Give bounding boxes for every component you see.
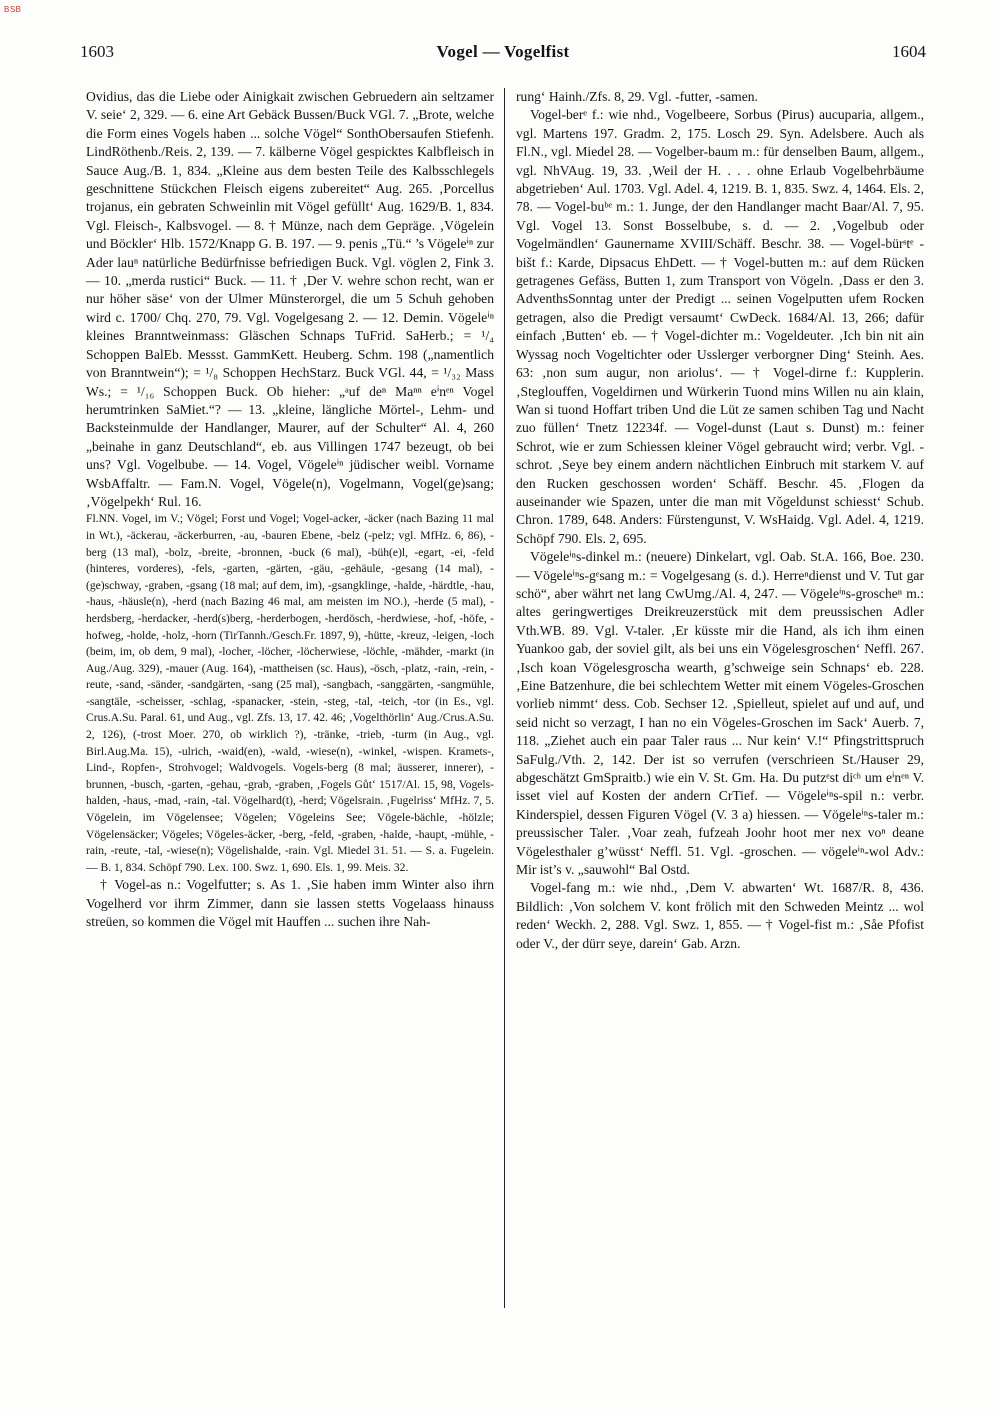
page-header <box>80 42 926 68</box>
left-column <box>86 88 494 1308</box>
page-number-left: 1603 <box>80 42 114 61</box>
library-stamp: BSB <box>4 5 22 14</box>
entry-voegeleins-dinkel: Vögeleⁱⁿs-dinkel m.: (neuere) Dinkelart, vgl. Oab. St.A. 166, Boe. 230. — Vögeleⁱⁿs-gᵉsang m.: = Vogelgesang (s. d.). Herreⁿdienst und V. Tut gar schö“, aber währt net lang CwUmg./Al. 4, 247. — Vögeleⁱⁿs-groscheⁿ m.: altes geringwertiges Dreikreuzerstück mit dem preussischen Adler Vth.WB. 89. Vgl. V-taler. ‚Er küsste mir die Hand, als ich ihm einen Yuankoo gab, der soviel gilt, als bei uns ein Vögelesgroschen‘ Neffl. 267. ‚Isch koan Vögelesgroscha wearth, g’schweige sein Schnaps‘ eb. 228. ‚Eine Batzenhure, die bei schlechtem Wetter mit einem Vögeles-Groschen vorlieb nimmt‘ dess. Cob. Sechser 12. ‚Spielleut, spielet auf und auf, und seid nicht so verzagt, I han no ein Vögeles-Groschen im Sack‘ Auerb. 7, 118. „Ziehet auch ein paar Taler raus ... Nur kein‘ V.!“ Pfingstrittspruch SaFulg./Vth. 2, 142. Der ist so verrufen (verschrieen St./Hauser 29, abgeschätzt GmSpraitb.) wie ein V. St. Gm. Ha. Du putzᵉst diᶜʰ um eⁱnᵉⁿ V. isset viel auf Kosten der andern CrTief. — Vögeleⁱⁿs-spil n.: verbr. Kinderspiel, dessen Figuren Vögel (V. 3 a) hiessen. — Vögeleⁱⁿs-taler m.: preussischer Taler. ‚Voar zeah, fufzeah Joohr hoot mer nex voⁿ deane Vögelesthaler g’wüsst‘ Neffl. 51. Vgl. -groschen. — vögeleⁱⁿ-wol Adv.: Mir ist’s v. „sauwohl“ Bal Ostd. <box>516 549 924 878</box>
entry-vogel-fang: Vogel-fang m.: wie nhd., ‚Dem V. abwarten‘ Wt. 1687/R. 8, 436. Bildlich: ‚Von solchem V. kont frölich mit den Schweden Meintz ... wol reden‘ Weckh. 2, 288. Vgl. Swz. 1, 855. — † Vogel-fist m.: ‚Såe Pfofist oder V., der dürr seye, darein‘ Gab. Arzn. <box>516 880 924 951</box>
dictionary-columns <box>86 88 926 1308</box>
entry-vogel-as: † Vogel-as n.: Vogelfutter; s. As 1. ‚Sie haben imm Winter also ihrn Vogelherd vor ihrm Zimmer, dann sie lassen stetts Vogelaass hinauss streüen, so kommen die Vögel mit Hauffen ... suchen ihre Nah- <box>86 877 494 930</box>
entry-vogel-place-names: Fl.NN. Vogel, im V.; Vögel; Forst und Vogel; Vogel-acker, -äcker (nach Bazing 11 mal in Wt.), -äckerau, -äckerburren, -au, -bauren Ebene, -belz (-pelz; vgl. MfHz. 6, 86), -berg (13 mal), -bolz, -breite, -bronnen, -buck (6 mal), -büh(e)l, -egart, -ei, -feld (hinteres, vorderes), -fels, -garten, -gärten, -gäu, -gehäule, -gesang (14 mal), -(ge)schway, -graben, -gsang (18 mal; auf dem, im), -gsangklinge, -halde, -härdtle, -hau, -haus, -häusle(n), -herd (nach Bazing 46 mal, am meisten im NO.), -herde (5 mal), -herdsberg, -herdacker, -herd(s)berg, -herderbogen, -herdösch, -herdwiese, -hof, -höfe, -hofweg, -holde, -holz, -horn (TirTannh./Gesch.Fr. 1897, 9), -hütte, -kreuz, -leigen, -loch (beim, im, ob dem, 9 mal), -locher, -löcher, -löcherwiese, -löchle, -mähder, -markt (in Aug./Aug. 329), -mauer (Aug. 164), -mattheisen (sc. Haus), -ösch, -platz, -rain, -rein, -reute, -sand, -sänder, -sandgärten, -sang (25 mal), -sangbach, -sanggärten, -sangmühle, -sangtäle, -scheisser, -schlag, -spanacker, -stein, -steg, -tal, -teich, -tor (in Es., vgl. Crus.A.Su. Paral. 61, und Aug., vgl. Zfs. 13, 17. 42. 46; ‚Vogelthörlin‘ Aug./Crus.A.Su. 2, 126), (-trost Moer. 270, ob wirklich ?), -tränke, -trieb, -turm (in Aug., vgl. Birl.Aug.Ma. 15), -ulrich, -waid(en), -wald, -wiese(n), -winkel, -wispen. Kramets-, Lind-, Ropfen-, Strohvogel; Waldvogels. Vogels-berg (8 mal; äusserer, innerer), -brunnen, -busch, -garten, -gehau, -grab, -graben, ‚Fogels Gůt‘ 1517/Al. 15, 98, Vogels-halden, -haus, -mad, -rain, -tal. Vögelhard(t), -herd; Vögelsrain. ‚Fugelriss‘ MfHz. 7, 5. Vögelein, im Vögelensee; Vögelen; Vögeleins See; Vögele-bächle, -hölzle; Vögelensäcker; Vögeles; Vögeles-äcker, -berg, -feld, -graben, -halde, -haupt, -mühle, -rain, -reute, -tal, -wiese(n); Vögelishalde, -rain. Vgl. Miedel 31. 51. — S. a. Fugelein. — B. 1, 834. Schöpf 790. Lex. 100. Swz. 1, 690. Els. 1, 99. Meis. 32. <box>86 512 494 874</box>
page-number-right: 1604 <box>892 42 926 61</box>
entry-vogel-bere: Vogel-berᵉ f.: wie nhd., Vogelbeere, Sorbus (Pirus) aucuparia, allgem., vgl. Martens 197. Gradm. 2, 175. Losch 29. Syn. Adelsbere. Auch als Fl.N., vgl. Miedel 28. — Vogelber-baum m.: für denselben Baum, allgem., vgl. NhVAug. 19, 33. ‚Weil der H. . . . ohne Erlaub Vogelbehrbäume abgetrieben‘ Aul. 1703. Vgl. Adel. 4, 1219. B. 1, 835. Swz. 4, 1464. Els. 2, 78. — Vogel-buᵇᵉ m.: 1. Junge, der den Handlanger macht Baar/Al. 7, 95. Vgl. Vogel 13. Sonst Bosselbube, s. d. — 2. ‚Vogelbub oder Vogelmändlen‘ Gaunername XVIII/Schäff. Beschr. 38. — Vogel-bürˢtᵉ -bišt f.: Karde, Dipsacus EhDett. — † Vogel-butten m.: auf dem Rücken getragenes Gefäss, Butten 1, zum Transport von Vögeln. ‚Dass er den 3. AdventhsSonntag unter der Predigt ... seinen Vogelputten ufem Rocken getragen, also die Predigt versaumt‘ CwDeck. 1684/Al. 13, 266; dafür einfach ‚Butten‘ eb. — † Vogel-dichter m.: Vogeldeuter. ‚Ich bin nit ain Wyssag noch Vogeltichter oder Usslerger verborgner Ding‘ Steinh. Aes. 63: ‚non sum augur, non ariolus‘. — † Vogel-dirne f.: Kupplerin. ‚Steglouffen, Vogeldirnen und Würkerin Tuond mins Willen nu ain klain, Wan si tuond Hoffart triben Und die Lüt ze samen schiben Tag und Nacht zuo füllen‘ Tnetz 12234f. — Vogel-dunst (Laut s. Dunst) m.: feiner Schrot, wie er zum Schiessen kleiner Vögel gebraucht wird; verbr. Vgl. -schrot. ‚Seye bey einem andern nächtlichen Einbruch mit starkem V. auf den Rucken geschossen worden‘ Schäff. Beschr. 45. ‚Flogen da auseinander wie Spazen, unter die man mit Vǒgeldunst schiesst‘ Schub. Chron. 1789, 648. Anders: Fürstengunst, V. WsHaidg. Vgl. Adel. 4, 1219. Schöpf 790. Els. 2, 695. <box>516 107 924 546</box>
entry-vogel-continued: Ovidius, das die Liebe oder Ainigkait zwischen Gebruedern ain seltzamer V. seie‘ 2, 329. — 6. eine Art Gebäck Bussen/Buck VGl. 7. „Brote, welche die Form eines Vogels haben ... solche Vögel“ SonthObersaufen Stiefenh. LindRöthenb./Reis. 2, 139. — 7. kälberne Vögel gespicktes Kalbfleisch in Sauce Aug./B. 1, 834. „Kleine aus dem besten Teile des Kalbsschlegels geschnittene Stückchen Fleisch eigens zubereitet“ Aug. 265. ‚Porcellus trojanus, ein gebraten Schweinlin mit Vögel gefüllt‘ Aug. 1629/B. 1, 834. Vgl. Fleisch-, Kalbsvogel. — 8. † Münze, nach dem Gepräge. ‚Vögelein und Böckler‘ Hlb. 1572/Knapp G. B. 197. — 9. penis „Tü.“ ’s Vögeleⁱⁿ zur Ader lauⁿ natürliche Bedürfnisse befriedigen Buck. Vgl. vöglen 2, Fink 3. — 10. „merda rustici“ Buck. — 11. † ‚Der V. wehre schon recht, wan er nur höher säse‘ von der Ulmer Münsterorgel, die um 5 Schuh gehoben wird c. 1700/ Chq. 270, 79. Vgl. Vogelgesang 2. — 12. Demin. Vögeleⁱⁿ kleines Branntweinmass: Gläschen Schnaps TuFrid. SaHerb.; = ¹/₄ Schoppen BalEb. Messst. GammKett. Heuberg. Schm. 198 („namentlich von Branntwein“); = ¹/₈ Schoppen HechStarz. Buck VGl. 44, = ¹/₃₂ Mass Ws.; = ¹/₁₆ Schoppen Buck. Ob hieher: „ᵃuf deⁿ Maⁿⁿ eⁱnᵉⁿ Vogel herumtrinken SaMiet.“? — 13. „kleine, längliche Mörtel-, Lehm- und Backsteinmulde der Handlanger, Maurer, auf der Schulter“ Al. 4, 260 „beinahe in ganz Deutschland“, eb. aus Villingen 1747 bezeugt, ob bei uns? Vgl. Vogelbube. — 14. Vogel, Vögeleⁱⁿ jüdischer weibl. Vorname WsbAffaltr. — Fam.N. Vogel, Vögele(n), Vogelmann, Vogel(ge)sang; ‚Vögelpekh‘ Rul. 16. <box>86 89 494 509</box>
entry-vogel-as-continued: rung‘ Hainh./Zfs. 8, 29. Vgl. -futter, -samen. <box>516 89 758 104</box>
right-column <box>516 88 924 1308</box>
column-divider <box>504 88 505 1308</box>
running-title: Vogel — Vogelfist <box>436 42 570 61</box>
